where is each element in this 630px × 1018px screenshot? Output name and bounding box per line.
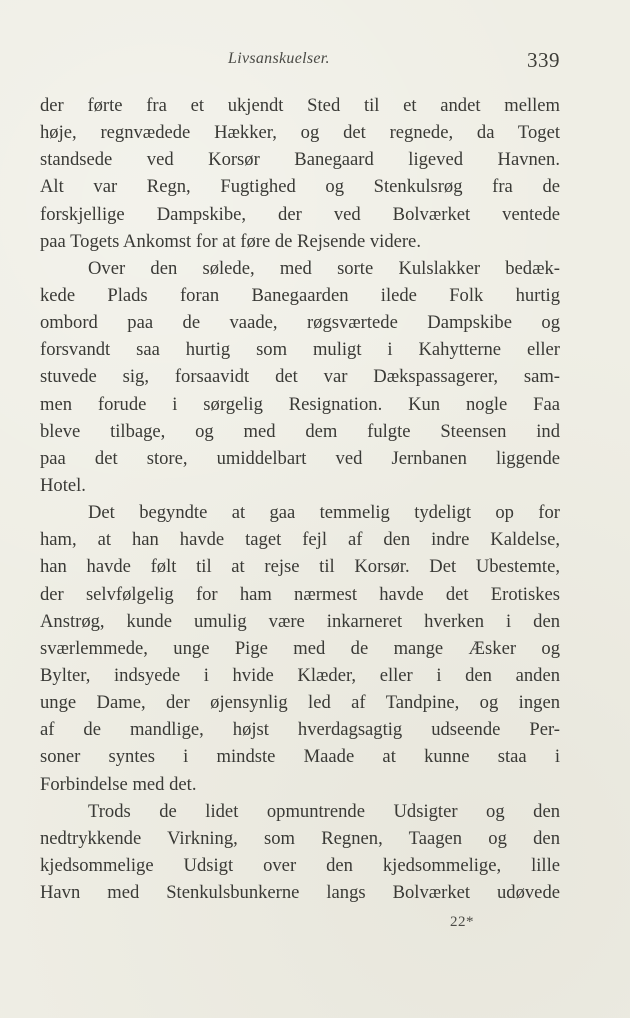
- text-line: Havn med Stenkulsbunkerne langs Bolværket udøvede: [40, 882, 560, 904]
- text-line: sværlemmede, unge Pige med de mange Æsker og: [40, 637, 560, 659]
- text-line: der førte fra et ukjendt Sted til et andet mellem: [40, 95, 560, 116]
- paragraph-start-line: Trods de lidet opmuntrende Udsigter og den: [88, 800, 560, 822]
- text-line: stuvede sig, forsaavidt det var Dækspassagerer, sam-: [40, 366, 560, 388]
- text-line: Forbindelse med det.: [40, 773, 197, 795]
- text-line: forskjellige Dampskibe, der ved Bolværket ventede: [40, 203, 560, 225]
- text-line: forsvandt saa hurtig som muligt i Kahytterne eller: [40, 339, 560, 361]
- text-line: nedtrykkende Virkning, som Regnen, Taagen og den: [40, 827, 560, 849]
- text-line: kjedsommelige Udsigt over den kjedsommelige, lille: [40, 854, 560, 876]
- running-title: Livsanskuelser.: [228, 50, 330, 67]
- body-text: [40, 92, 560, 906]
- paragraph-start-line: Det begyndte at gaa temmelig tydeligt op for: [88, 502, 560, 524]
- text-line: paa det store, umiddelbart ved Jernbanen liggende: [40, 447, 560, 469]
- page-number: 339: [527, 48, 560, 72]
- text-line: bleve tilbage, og med dem fulgte Steensen ind: [40, 420, 560, 442]
- paragraph-start-line: Over den sølede, med sorte Kulslakker bedæk-: [88, 257, 560, 279]
- text-line: der selvfølgelig for ham nærmest havde det Erotiskes: [40, 583, 560, 605]
- text-line: men forude i sørgelig Resignation. Kun nogle Faa: [40, 393, 560, 415]
- text-line: soner syntes i mindste Maade at kunne staa i: [40, 746, 560, 768]
- text-line: kede Plads foran Banegaarden ilede Folk hurtig: [40, 284, 560, 306]
- text-line: høje, regnvædede Hækker, og det regnede, da Toget: [40, 122, 560, 144]
- text-line: Anstrøg, kunde umulig være inkarneret hverken i den: [40, 610, 560, 632]
- text-line: standsede ved Korsør Banegaard ligeved Havnen.: [40, 149, 560, 171]
- text-line: ham, at han havde taget fejl af den indre Kaldelse,: [40, 529, 560, 551]
- text-line: ombord paa de vaade, røgsværtede Dampskibe og: [40, 312, 560, 334]
- running-head: [40, 50, 560, 74]
- text-line: Hotel.: [40, 474, 86, 496]
- signature-mark: 22*: [450, 914, 474, 930]
- text-line: Bylter, indsyede i hvide Klæder, eller i den anden: [40, 664, 560, 686]
- text-line: Alt var Regn, Fugtighed og Stenkulsrøg fra de: [40, 176, 560, 198]
- text-line: paa Togets Ankomst for at føre de Rejsende videre.: [40, 230, 421, 252]
- text-line: af de mandlige, højst hverdagsagtig udseende Per-: [40, 719, 560, 741]
- text-line: unge Dame, der øjensynlig led af Tandpine, og ingen: [40, 692, 560, 714]
- text-line: han havde følt til at rejse til Korsør. Det Ubestemte,: [40, 556, 560, 578]
